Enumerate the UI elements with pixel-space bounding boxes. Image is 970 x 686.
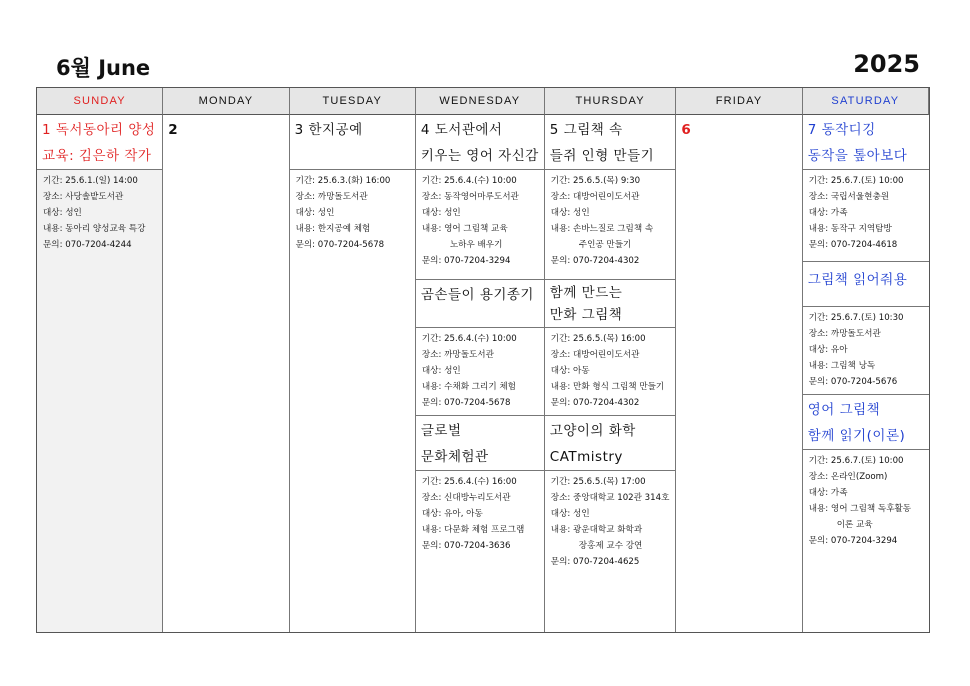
- detail-place: 장소: 온라인(Zoom): [808, 472, 888, 482]
- event-title-line: 문화체험관: [420, 449, 489, 465]
- event-detail: [416, 328, 544, 416]
- event-title-line: 들쥐 인형 만들기: [549, 148, 655, 164]
- event-title-line: 글로벌: [420, 423, 462, 439]
- detail-target: 대상: 아동: [550, 366, 590, 376]
- calendar-grid: [36, 87, 930, 633]
- detail-contact: 문의: 070-7204-4625: [550, 557, 640, 567]
- event-detail: [545, 471, 676, 574]
- event-title: [416, 280, 544, 328]
- event-title-line: 3 한지공예: [294, 122, 363, 138]
- event-detail: [545, 170, 676, 280]
- detail-period: 기간: 25.6.4.(수) 16:00: [421, 477, 517, 487]
- detail-contact: 문의: 070-7204-4244: [43, 240, 132, 250]
- event-detail: [803, 450, 929, 553]
- detail-content-cont: 노하우 배우기: [449, 240, 503, 250]
- event-title: [545, 416, 676, 471]
- event-detail: [545, 328, 676, 416]
- date-number: [163, 115, 288, 145]
- detail-content: 내용: 광운대학교 화학과: [550, 525, 643, 535]
- day-cell-sunday: [37, 115, 163, 632]
- detail-target: 대상: 가족: [808, 208, 848, 218]
- event-title: [416, 115, 544, 170]
- detail-place: 장소: 중앙대학교 102관 314호: [550, 493, 670, 503]
- event-title: [803, 395, 929, 450]
- day-header-sunday: SUNDAY: [37, 88, 163, 115]
- detail-target: 대상: 성인: [421, 208, 461, 218]
- detail-target: 대상: 유아: [808, 345, 848, 355]
- detail-content-cont: 장홍제 교수 강연: [578, 541, 643, 551]
- day-header-wednesday: WEDNESDAY: [416, 88, 545, 115]
- detail-place: 장소: 까망돌도서관: [421, 350, 494, 360]
- event-title: [545, 115, 676, 170]
- detail-period: 기간: 25.6.4.(수) 10:00: [421, 176, 517, 186]
- detail-period: 기간: 25.6.7.(토) 10:00: [808, 456, 904, 466]
- event-detail: [416, 471, 544, 558]
- event-detail: [416, 170, 544, 280]
- event-title-line: 4 도서관에서: [420, 122, 503, 138]
- detail-contact: 문의: 070-7204-4302: [550, 256, 640, 266]
- detail-content: 내용: 그림책 낭독: [808, 361, 876, 371]
- day-header-saturday: SATURDAY: [803, 88, 929, 115]
- date-label: 2: [168, 122, 179, 138]
- event-title-line: 7 동작디깅: [807, 122, 876, 138]
- detail-target: 대상: 성인: [550, 509, 590, 519]
- event-title-line: 곰손들이 용기종기: [420, 287, 534, 303]
- day-header-friday: FRIDAY: [676, 88, 802, 115]
- detail-target: 대상: 성인: [550, 208, 590, 218]
- day-header-monday: MONDAY: [163, 88, 289, 115]
- event-detail: [803, 307, 929, 395]
- detail-content: 내용: 다문화 체험 프로그램: [421, 525, 525, 535]
- detail-target: 대상: 가족: [808, 488, 848, 498]
- detail-contact: 문의: 070-7204-3636: [421, 541, 511, 551]
- detail-period: 기간: 25.6.7.(토) 10:00: [808, 176, 904, 186]
- detail-place: 장소: 사당솔밭도서관: [43, 192, 124, 202]
- detail-place: 장소: 대방어린이도서관: [550, 350, 640, 360]
- event-title-line: 키우는 영어 자신감: [420, 148, 539, 164]
- month-title: 6월 June: [56, 56, 151, 80]
- detail-content: 내용: 만화 형식 그림책 만들기: [550, 382, 665, 392]
- event-title-line: 만화 그림책: [549, 307, 623, 323]
- event-title-line: 5 그림책 속: [549, 122, 623, 138]
- event-title-line: 함께 읽기(이론): [807, 428, 906, 444]
- detail-content-cont: 이론 교육: [836, 520, 873, 530]
- event-title-line: 교육: 김은하 작가: [42, 148, 152, 164]
- day-cell-wednesday: [416, 115, 545, 632]
- detail-content: 내용: 동아리 양성교육 특강: [43, 224, 146, 234]
- day-cell-friday: [676, 115, 802, 632]
- event-detail: [803, 170, 929, 262]
- event-title: [803, 262, 929, 307]
- event-title-line: 영어 그림책: [807, 402, 881, 418]
- event-title-line: 1 독서동아리 양성: [42, 122, 156, 138]
- event-detail: [37, 170, 162, 257]
- detail-period: 기간: 25.6.3.(화) 16:00: [295, 176, 391, 186]
- detail-target: 대상: 성인: [421, 366, 461, 376]
- day-header-thursday: THURSDAY: [545, 88, 677, 115]
- event-title-line: 동작을 톺아보다: [807, 148, 908, 164]
- date-label: 6: [681, 122, 692, 138]
- detail-place: 장소: 동작영어마루도서관: [421, 192, 519, 202]
- detail-place: 장소: 대방어린이도서관: [550, 192, 640, 202]
- detail-content: 내용: 영어 그림책 교육: [421, 224, 508, 234]
- event-title-line: 그림책 읽어줘용: [807, 272, 908, 288]
- detail-content: 내용: 손바느질로 그림책 속: [550, 224, 654, 234]
- detail-contact: 문의: 070-7204-4618: [808, 240, 898, 250]
- detail-contact: 문의: 070-7204-4302: [550, 398, 640, 408]
- event-title-line: 함께 만드는: [549, 285, 623, 301]
- detail-content: 내용: 수채화 그리기 체험: [421, 382, 516, 392]
- year-title: 2025: [853, 50, 920, 78]
- detail-target: 대상: 성인: [43, 208, 82, 218]
- day-cell-monday: [163, 115, 289, 632]
- detail-period: 기간: 25.6.1.(일) 14:00: [43, 176, 138, 186]
- event-title: [416, 416, 544, 471]
- day-header-tuesday: TUESDAY: [290, 88, 416, 115]
- day-cell-thursday: [545, 115, 677, 632]
- detail-period: 기간: 25.6.5.(목) 16:00: [550, 334, 646, 344]
- day-cell-saturday: [803, 115, 929, 632]
- event-detail: [290, 170, 415, 257]
- event-title-line: 고양이의 화학: [549, 423, 636, 439]
- day-cell-tuesday: [290, 115, 416, 632]
- detail-target: 대상: 유아, 아동: [421, 509, 483, 519]
- event-title: [290, 115, 415, 170]
- detail-place: 장소: 국립서울현충원: [808, 192, 890, 202]
- detail-period: 기간: 25.6.7.(토) 10:30: [808, 313, 904, 323]
- detail-contact: 문의: 070-7204-5676: [808, 377, 898, 387]
- detail-place: 장소: 까망돌도서관: [808, 329, 881, 339]
- detail-period: 기간: 25.6.5.(목) 9:30: [550, 176, 641, 186]
- detail-contact: 문의: 070-7204-5678: [421, 398, 511, 408]
- detail-content-cont: 주인공 만들기: [578, 240, 632, 250]
- detail-contact: 문의: 070-7204-3294: [808, 536, 898, 546]
- detail-content: 내용: 영어 그림책 독후활동: [808, 504, 912, 514]
- event-title: [37, 115, 162, 170]
- detail-contact: 문의: 070-7204-5678: [295, 240, 385, 250]
- event-title: [545, 280, 676, 328]
- detail-content: 내용: 동작구 지역탐방: [808, 224, 892, 234]
- detail-content: 내용: 한지공예 체험: [295, 224, 371, 234]
- event-title-line: CATmistry: [549, 449, 623, 465]
- detail-target: 대상: 성인: [295, 208, 335, 218]
- date-number: [676, 115, 801, 145]
- detail-period: 기간: 25.6.4.(수) 10:00: [421, 334, 517, 344]
- detail-place: 장소: 까망돌도서관: [295, 192, 368, 202]
- event-title: [803, 115, 929, 170]
- detail-contact: 문의: 070-7204-3294: [421, 256, 511, 266]
- detail-period: 기간: 25.6.5.(목) 17:00: [550, 477, 646, 487]
- detail-place: 장소: 신대방누리도서관: [421, 493, 511, 503]
